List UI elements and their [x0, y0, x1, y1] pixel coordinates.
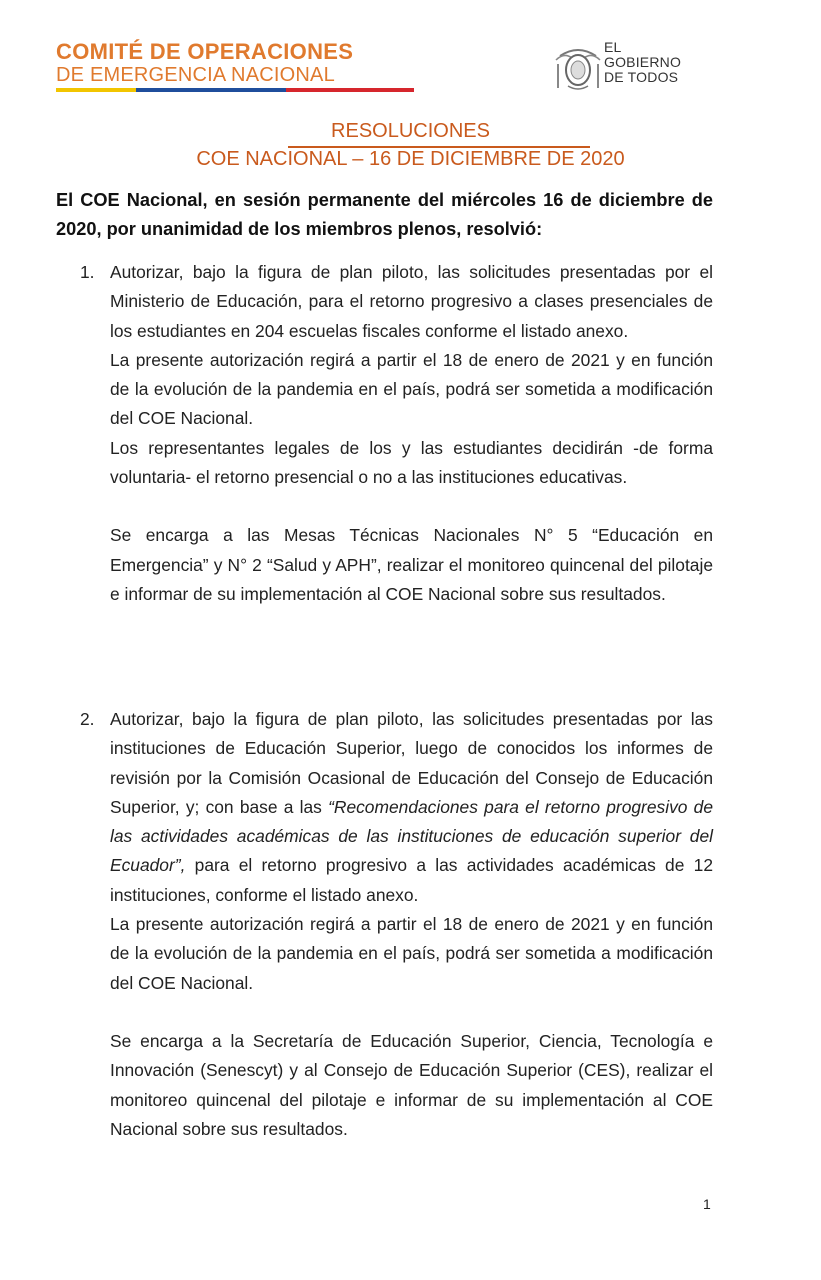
item-1-paragraph-3: Los representantes legales de los y las estudiantes decidirán -de forma voluntaria- el retorno presencial o no a las instituciones educativas. — [110, 437, 713, 488]
item-1-paragraph-1: Autorizar, bajo la figura de plan piloto, las solicitudes presentadas por el Ministerio de Educación, para el retorno progresivo a clases presenciales de los estudiantes en 204 escuelas fiscales conforme el listado anexo. — [110, 262, 713, 341]
document-title: RESOLUCIONES — [331, 120, 490, 142]
coat-of-arms-icon — [554, 42, 602, 94]
coe-logo — [56, 40, 416, 92]
gov-line3: DE TODOS — [604, 69, 679, 85]
item-2-paragraph-2: La presente autorización regirá a partir el 18 de enero de 2021 y en función de la evolución de la pandemia en el país, podrá ser sometida a modificación del COE Nacional. — [110, 914, 713, 993]
item-1-number: 1. — [80, 262, 95, 282]
resolution-item-1 — [110, 258, 713, 609]
gobierno-logo-text — [604, 40, 681, 85]
document-subtitle: COE NACIONAL – 16 DE DICIEMBRE DE 2020 — [196, 148, 625, 170]
item-2-paragraph-1 — [110, 705, 713, 910]
title-underline — [288, 146, 590, 148]
page-number: 1 — [703, 1196, 711, 1212]
rule-yellow-segment — [56, 88, 136, 92]
gov-line1: EL — [604, 39, 622, 55]
item-2-paragraph-1-end: para el retorno progresivo a las actividades académicas de 12 instituciones, conforme el listado anexo. — [110, 855, 713, 905]
resolution-item-2 — [110, 705, 713, 1144]
rule-red-segment — [286, 88, 414, 92]
item-1-paragraph-4: Se encarga a las Mesas Técnicas Nacionales N° 5 “Educación en Emergencia” y N° 2 “Salud y APH”, realizar el monitoreo quincenal del pilotaje e informar de su implementación al COE Nacional sobre sus resultados. — [110, 525, 713, 604]
title-block — [0, 118, 821, 172]
coe-logo-line2: DE EMERGENCIA NACIONAL — [56, 64, 335, 86]
item-2-number: 2. — [80, 709, 95, 729]
gobierno-logo — [554, 40, 704, 100]
gov-line2: GOBIERNO — [604, 54, 682, 70]
item-2-paragraph-1-start: Autorizar, bajo la figura de plan piloto, las solicitudes presentadas por las instituciones de Educación Superior, luego de conocidos los informes de revisión por la Comisión Ocasional de Educación del Consejo de Educación Superior, y; con base a las — [110, 709, 713, 817]
coe-logo-color-rule — [56, 88, 414, 92]
coe-logo-line1: COMITÉ DE OPERACIONES — [56, 39, 354, 64]
item-1-paragraph-2: La presente autorización regirá a partir el 18 de enero de 2021 y en función de la evolución de la pandemia en el país, podrá ser sometida a modificación del COE Nacional. — [110, 349, 713, 429]
rule-blue-segment — [136, 88, 286, 92]
intro-paragraph: El COE Nacional, en sesión permanente del miércoles 16 de diciembre de 2020, por unanimidad de los miembros plenos, resolvió: — [56, 190, 713, 239]
item-2-paragraph-3: Se encarga a la Secretaría de Educación Superior, Ciencia, Tecnología e Innovación (Senescyt) y al Consejo de Educación Superior (CES), realizar el monitoreo quincenal del pilotaje e informar de su implementación al COE Nacional sobre sus resultados. — [110, 1030, 713, 1139]
item-2-recommendations-title: “Recomendaciones para el retorno progresivo de las actividades académicas de las instituciones de educación superior del Ecuador”, — [110, 796, 713, 876]
